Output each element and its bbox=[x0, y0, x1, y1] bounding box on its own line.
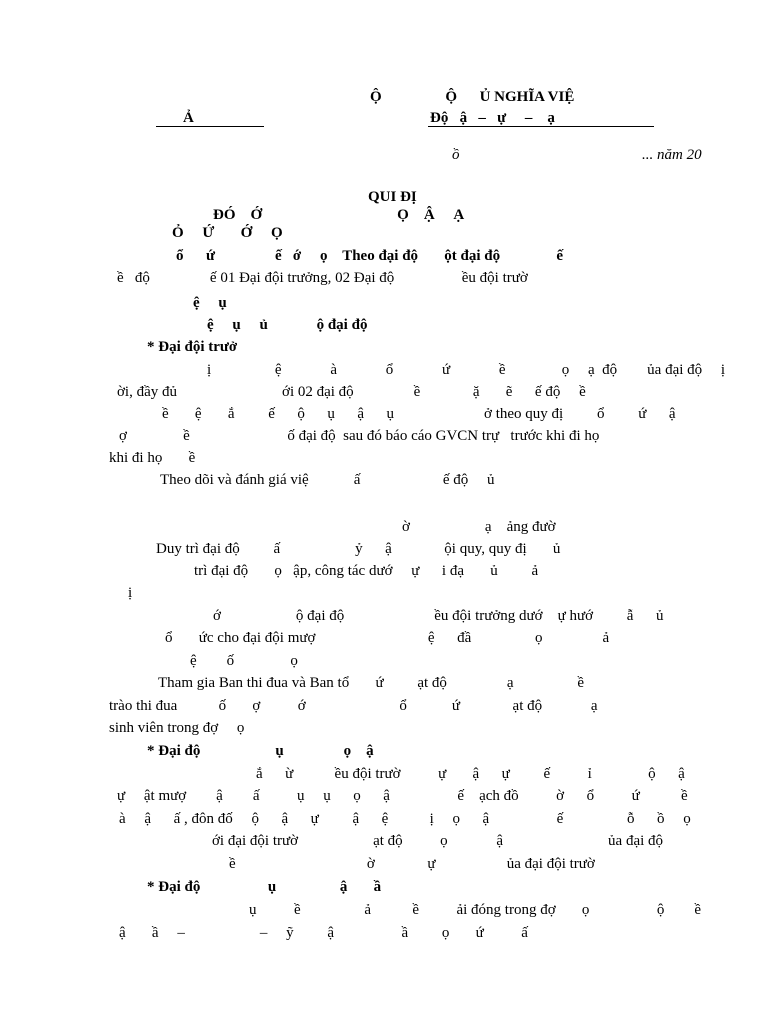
subheading-company-commander: * Đại đội trưở bbox=[147, 339, 238, 355]
body-line-19: Tham gia Ban thi đua và Ban tổ ứ ạt độ ạ ề bbox=[158, 675, 584, 691]
body-line-15: ị bbox=[128, 585, 133, 601]
left-org-underline bbox=[156, 126, 264, 127]
subheading-deputy-life: * Đại độ ụ ậ ầ bbox=[147, 879, 382, 895]
body-line-17: ổ ức cho đại đội mượ ệ đầ ọ ả bbox=[165, 630, 610, 646]
national-motto: Độ ậ – ự – ạ bbox=[430, 110, 555, 126]
body-line-7: ời, đầy đủ ới 02 đại độ ề ặ ẽ ế độ ề bbox=[117, 384, 586, 400]
title-line-2: ĐÓ Ớ Ọ Ậ Ạ bbox=[213, 207, 465, 223]
body-line-27: ề ờ ự ủa đại đội trườ bbox=[229, 856, 595, 872]
date-suffix: ... năm 20 bbox=[642, 147, 702, 163]
body-line-24: ự ật mượ ậ ấ ụ ụ ọ ậ ế ạch đồ ờ ổ ứ ề bbox=[117, 788, 688, 804]
body-line-25: à ậ ấ , đôn đố ộ ậ ự ậ ệ ị ọ ậ ế ỗ ồ ọ bbox=[119, 811, 691, 827]
body-line-14: trì đại độ ọ ập, công tác dướ ự i đạ ủ ả bbox=[194, 563, 539, 579]
body-line-20: trào thi đua ố ợ ớ ổ ứ ạt độ ạ bbox=[109, 698, 598, 714]
body-line-21: sinh viên trong đợ ọ bbox=[109, 720, 245, 736]
body-line-18: ệ ố ọ bbox=[190, 653, 298, 669]
body-line-16: ớ ộ đại độ ều đội trưởng dướ ự hướ ẫ ủ bbox=[213, 608, 664, 624]
title-line-3: Ỏ Ứ Ớ Ọ bbox=[172, 225, 283, 241]
date-prefix: ồ bbox=[452, 147, 460, 163]
subheading-deputy-study: * Đại độ ụ ọ ậ bbox=[147, 743, 374, 759]
body-line-12: ờ ạ ảng đườ bbox=[402, 519, 556, 535]
body-line-2: ề độ ế 01 Đại đội trưởng, 02 Đại độ ều đội trườ bbox=[117, 270, 528, 286]
title-line-1: QUI ĐỊ bbox=[368, 189, 417, 205]
body-line-26: ới đại đội trườ ạt độ ọ ậ ủa đại độ bbox=[212, 833, 664, 849]
body-line-13: Duy trì đại độ ấ ỷ ậ ội quy, quy đị ủ bbox=[156, 541, 561, 557]
body-line-23: ắ ừ ều đội trườ ự ậ ự ế ỉ ộ ậ bbox=[256, 766, 685, 782]
section-heading-duties: ệ ụ bbox=[193, 295, 227, 311]
republic-name: Ộ Ộ Ủ NGHĨA VIỆ bbox=[370, 89, 575, 105]
body-line-10: khi đi họ ề bbox=[109, 450, 196, 466]
body-line-30: ậ ầ – – ỹ ậ ầ ọ ứ ấ bbox=[119, 925, 528, 941]
body-line-8: ề ệ ắ ế ộ ụ ậ ụ ở theo quy đị ổ ứ ậ bbox=[162, 406, 676, 422]
body-line-1: ổ ứ ế ớ ọ Theo đại độ ột đại độ ế bbox=[176, 248, 564, 264]
body-line-6: ị ệ à ổ ứ ề ọ ạ độ ủa đại độ ị bbox=[207, 362, 726, 378]
section-heading-officer-duties: ệ ụ ủ ộ đại độ bbox=[207, 317, 368, 333]
body-line-9: ợ ề ố đại độ sau đó báo cáo GVCN trự trước khi đi họ bbox=[119, 428, 600, 444]
motto-underline bbox=[428, 126, 654, 127]
body-line-11: Theo dõi và đánh giá việ ấ ế độ ủ bbox=[160, 472, 495, 488]
left-org-name: Ả bbox=[183, 110, 194, 126]
body-line-29: ụ ề ả ề ải đóng trong đợ ọ ộ ề bbox=[249, 902, 702, 918]
